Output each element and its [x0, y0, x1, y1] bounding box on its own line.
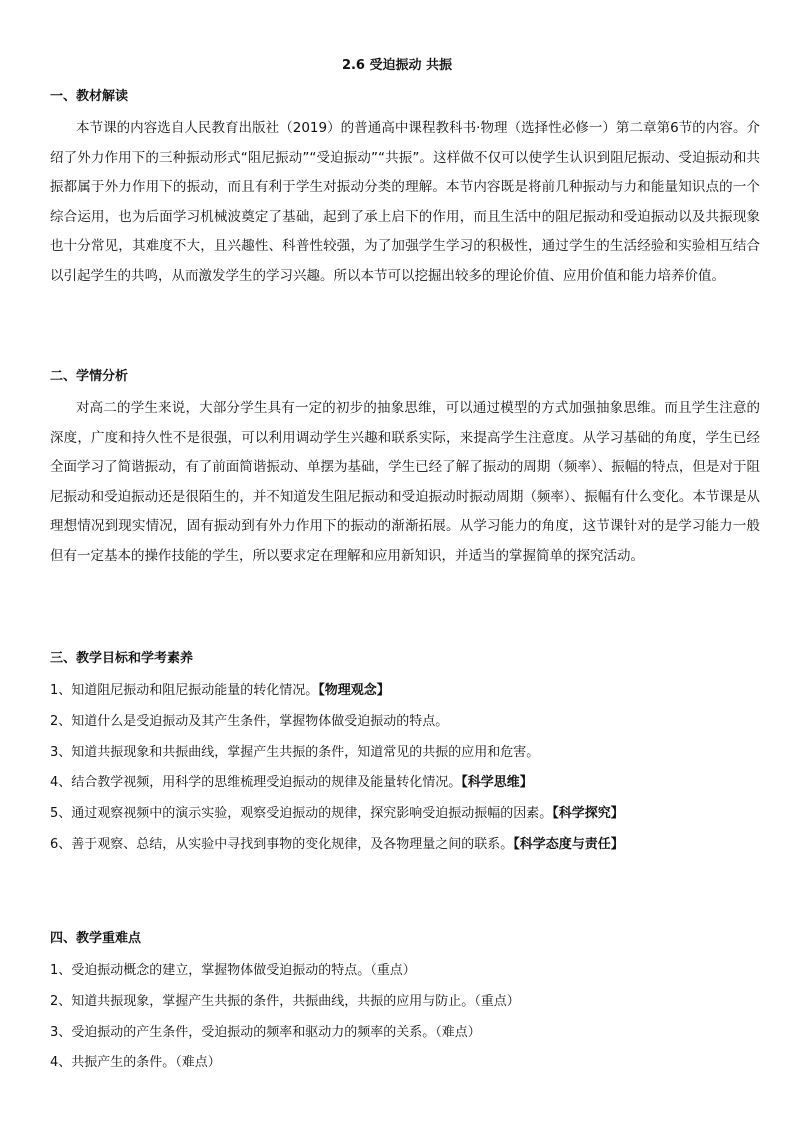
list-item — [50, 738, 760, 769]
list-item — [50, 768, 760, 799]
list-item-text: 2、知道什么是受迫振动及其产生条件，掌握物体做受迫振动的特点。 — [50, 713, 449, 729]
section-key-difficult-points — [50, 930, 760, 1079]
list-item: 1、受迫振动概念的建立，掌握物体做受迫振动的特点。（重点） — [50, 963, 416, 978]
list-item-text: 6、善于观察、总结，从实验中寻找到事物的变化规律，及各物理量之间的联系。 — [50, 836, 514, 852]
document-title: 2.6 受迫振动 共振 — [341, 58, 453, 73]
competency-tag: 【科学思维】 — [461, 775, 533, 791]
section-paragraph: 本节课的内容选自人民教育出版社（2019）的普通高中课程教科书·物理（选择性必修一）第二章第6节的内容。介绍了外力作用下的三种振动形式“阻尼振动”“受迫振动”“共振”。这样做不仅可以使学生认识到阻尼振动、受迫振动和共振都属于外力作用下的振动，而且有利于学生对振动分类的理解。本节内容既是将前几种振动与力和能量知识点的一个综合运用，也为后面学习机械波奠定了基础，起到了承上启下的作用，而且生活中的阻尼振动和受迫振动以及共振现象也十分常见，其难度不大，且兴趣性、科普性较强，为了加强学生学习的积极性，通过学生的生活经验和实验相互结合以引起学生的共鸣，从而激发学生的学习兴趣。所以本节可以挖掘出较多的理论价值、应用价值和能力培养价值。 — [50, 120, 760, 284]
section-heading: 四、教学重难点 — [50, 931, 142, 946]
section-heading: 三、教学目标和学考素养 — [50, 651, 194, 666]
section-teaching-goals — [50, 650, 760, 861]
section-student-analysis — [50, 368, 760, 571]
list-item: 2、知道共振现象，掌握产生共振的条件，共振曲线，共振的应用与防止。（重点） — [50, 993, 520, 1009]
list-item-text: 3、知道共振现象和共振曲线，掌握产生共振的条件，知道常见的共振的应用和危害。 — [50, 744, 540, 760]
list-item-text: 5、通过观察视频中的演示实验，观察受迫振动的规律，探究影响受迫振动振幅的因素。 — [50, 806, 553, 822]
section-heading: 一、教材解读 — [50, 89, 129, 104]
list-item-text: 4、结合教学视频，用科学的思维梳理受迫振动的规律及能量转化情况。 — [50, 775, 462, 791]
competency-tag: 【物理观念】 — [318, 683, 390, 698]
competency-tag: 【科学探究】 — [552, 806, 624, 822]
goals-list — [50, 676, 760, 861]
section-paragraph: 对高二的学生来说，大部分学生具有一定的初步的抽象思维，可以通过模型的方式加强抽象思维。而且学生注意的深度，广度和持久性不是很强，可以利用调动学生兴趣和联系实际，来提高学生注意度。从学习基础的角度，学生已经全面学习了简谐振动，有了前面简谐振动、单摆为基础，学生已经了解了振动的周期（频率）、振幅的特点，但是对于阻尼振动和受迫振动还是很陌生的，并不知道发生阻尼振动和受迫振动时振动周期（频率）、振幅有什么变化。本节课是从理想情况到现实情况，固有振动到有外力作用下的振动的渐渐拓展。从学习能力的角度，这节课针对的是学习能力一般但有一定基本的操作技能的学生，所以要求定在理解和应用新知识，并适当的掌握简单的探究活动。 — [50, 400, 760, 564]
list-item — [50, 707, 760, 738]
list-item-text: 1、知道阻尼振动和阻尼振动能量的转化情况。 — [50, 683, 319, 698]
list-item: 4、共振产生的条件。（难点） — [50, 1055, 221, 1071]
key-points-list — [50, 956, 760, 1079]
list-item — [50, 799, 760, 830]
section-heading: 二、学情分析 — [50, 369, 129, 384]
competency-tag: 【科学态度与责任】 — [513, 836, 624, 852]
section-textbook-analysis — [50, 88, 760, 291]
list-item — [50, 830, 760, 861]
list-item — [50, 676, 760, 707]
list-item: 3、受迫振动的产生条件，受迫振动的频率和驱动力的频率的关系。（难点） — [50, 1024, 481, 1040]
